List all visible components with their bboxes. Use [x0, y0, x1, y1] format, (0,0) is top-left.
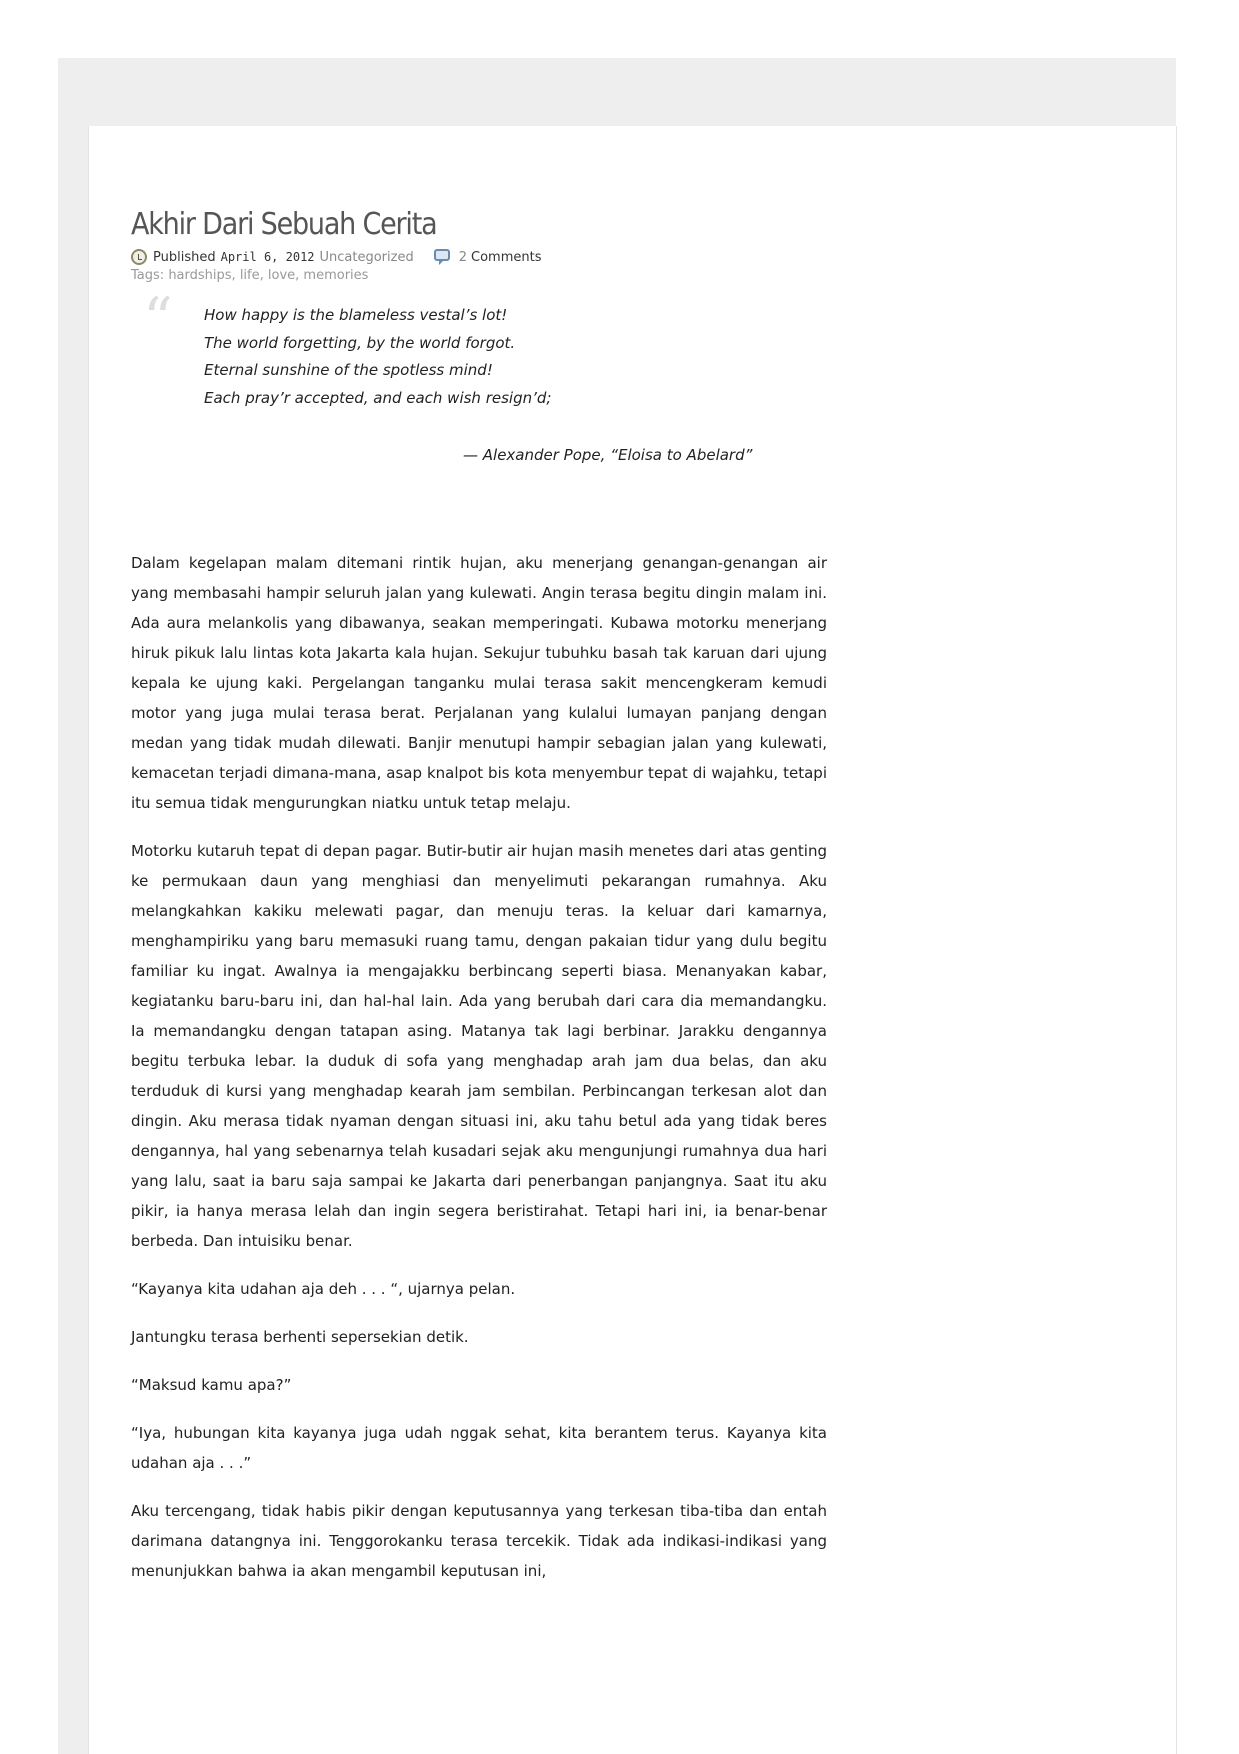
quote-attribution: — Alexander Pope, “Eloisa to Abelard” — [463, 446, 753, 464]
post-meta — [131, 246, 827, 268]
tags-label: Tags: — [131, 268, 165, 283]
paragraph: “Maksud kamu apa?” — [131, 1376, 292, 1394]
published-label: Published — [153, 249, 216, 265]
article — [131, 206, 827, 1604]
tag-link[interactable]: hardships — [168, 268, 232, 283]
content-area — [88, 126, 1177, 1754]
paragraph: Jantungku terasa berhenti sepersekian detik. — [131, 1328, 469, 1346]
comments-count[interactable]: 2 — [458, 249, 467, 265]
quote-line: The world forgetting, by the world forgot. — [204, 334, 516, 352]
clock-icon — [131, 249, 147, 265]
comments-link[interactable]: Comments — [471, 249, 542, 265]
quote-line: Each pray’r accepted, and each wish resign’d; — [204, 389, 552, 407]
paragraph: Dalam kegelapan malam ditemani rintik hujan, aku menerjang genangan-genangan air yang membasahi hampir seluruh jalan yang kulewati. Angin terasa begitu dingin malam ini. Ada aura melankolis yang dibawanya, seakan memperingati. Kubawa motorku menerjang hiruk pikuk lalu lintas kota Jakarta kala hujan. Sekujur tubuhku basah tak karuan dari ujung kepala ke ujung kaki. Pergelangan tanganku mulai terasa sakit mencengkeram kemudi motor yang juga mulai terasa berat. Perjalanan yang kulalui lumayan panjang dengan medan yang tidak mudah dilewati. Banjir menutupi hampir sebagian jalan yang kulewati, kemacetan terjadi dimana-mana, asap knalpot bis kota menyembur tepat di wajahku, tetapi itu semua tidak mengurungkan niatku untuk tetap melaju. — [131, 554, 827, 812]
tag-link[interactable]: memories — [303, 268, 369, 283]
paragraph: “Iya, hubungan kita kayanya juga udah nggak sehat, kita berantem terus. Kayanya kita udahan aja . . .” — [131, 1424, 827, 1472]
comment-bubble-icon — [434, 249, 450, 261]
paragraph: “Kayanya kita udahan aja deh . . . “, ujarnya pelan. — [131, 1280, 516, 1298]
paragraph: Motorku kutaruh tepat di depan pagar. Butir-butir air hujan masih menetes dari atas genting ke permukaan daun yang menghiasi dan menyelimuti pekarangan rumahnya. Aku melangkahkan kakiku melewati pagar, dan menuju teras. Ia keluar dari kamarnya, menghampiriku yang baru memasuki ruang tamu, dengan pakaian tidur yang dulu begitu familiar ku ingat. Awalnya ia mengajakku berbincang seperti biasa. Menanyakan kabar, kegiatanku baru-baru ini, dan hal-hal lain. Ada yang berubah dari cara dia memandangku. Ia memandangku dengan tatapan asing. Matanya tak lagi berbinar. Jarakku dengannya begitu terbuka lebar. Ia duduk di sofa yang menghadap arah jam dua belas, dan aku terduduk di kursi yang menghadap kearah jam sembilan. Perbincangan terkesan alot dan dingin. Aku merasa tidak nyaman dengan situasi ini, aku tahu betul ada yang tidak beres dengannya, hal yang sebenarnya telah kusadari sejak aku mengunjungi rumahnya dua hari yang lalu, saat ia baru saja sampai ke Jakarta dari penerbangan panjangnya. Saat itu aku pikir, ia hanya merasa lelah dan ingin segera beristirahat. Tetapi hari ini, ia benar-benar berbeda. Dan intuisiku benar. — [131, 842, 827, 1250]
post-body — [131, 548, 827, 1586]
tag-link[interactable]: life — [239, 268, 260, 283]
post-category-link[interactable]: Uncategorized — [319, 249, 414, 265]
post-title[interactable]: Akhir Dari Sebuah Cerita — [131, 207, 437, 242]
tag-link[interactable]: love — [267, 268, 296, 283]
post-tags: Tags: hardships, life, love, memories — [131, 268, 369, 283]
paragraph: Aku tercengang, tidak habis pikir dengan keputusannya yang terkesan tiba-tiba dan entah darimana datangnya ini. Tenggorokanku terasa tercekik. Tidak ada indikasi-indikasi yang menunjukkan bahwa ia akan mengambil keputusan ini, — [131, 1502, 827, 1580]
post-date: April 6, 2012 — [220, 250, 315, 264]
quote-line: Eternal sunshine of the spotless mind! — [204, 361, 493, 379]
blockquote — [143, 285, 827, 484]
quote-mark-icon: “ — [143, 285, 173, 353]
quote-line: How happy is the blameless vestal’s lot! — [204, 306, 508, 324]
